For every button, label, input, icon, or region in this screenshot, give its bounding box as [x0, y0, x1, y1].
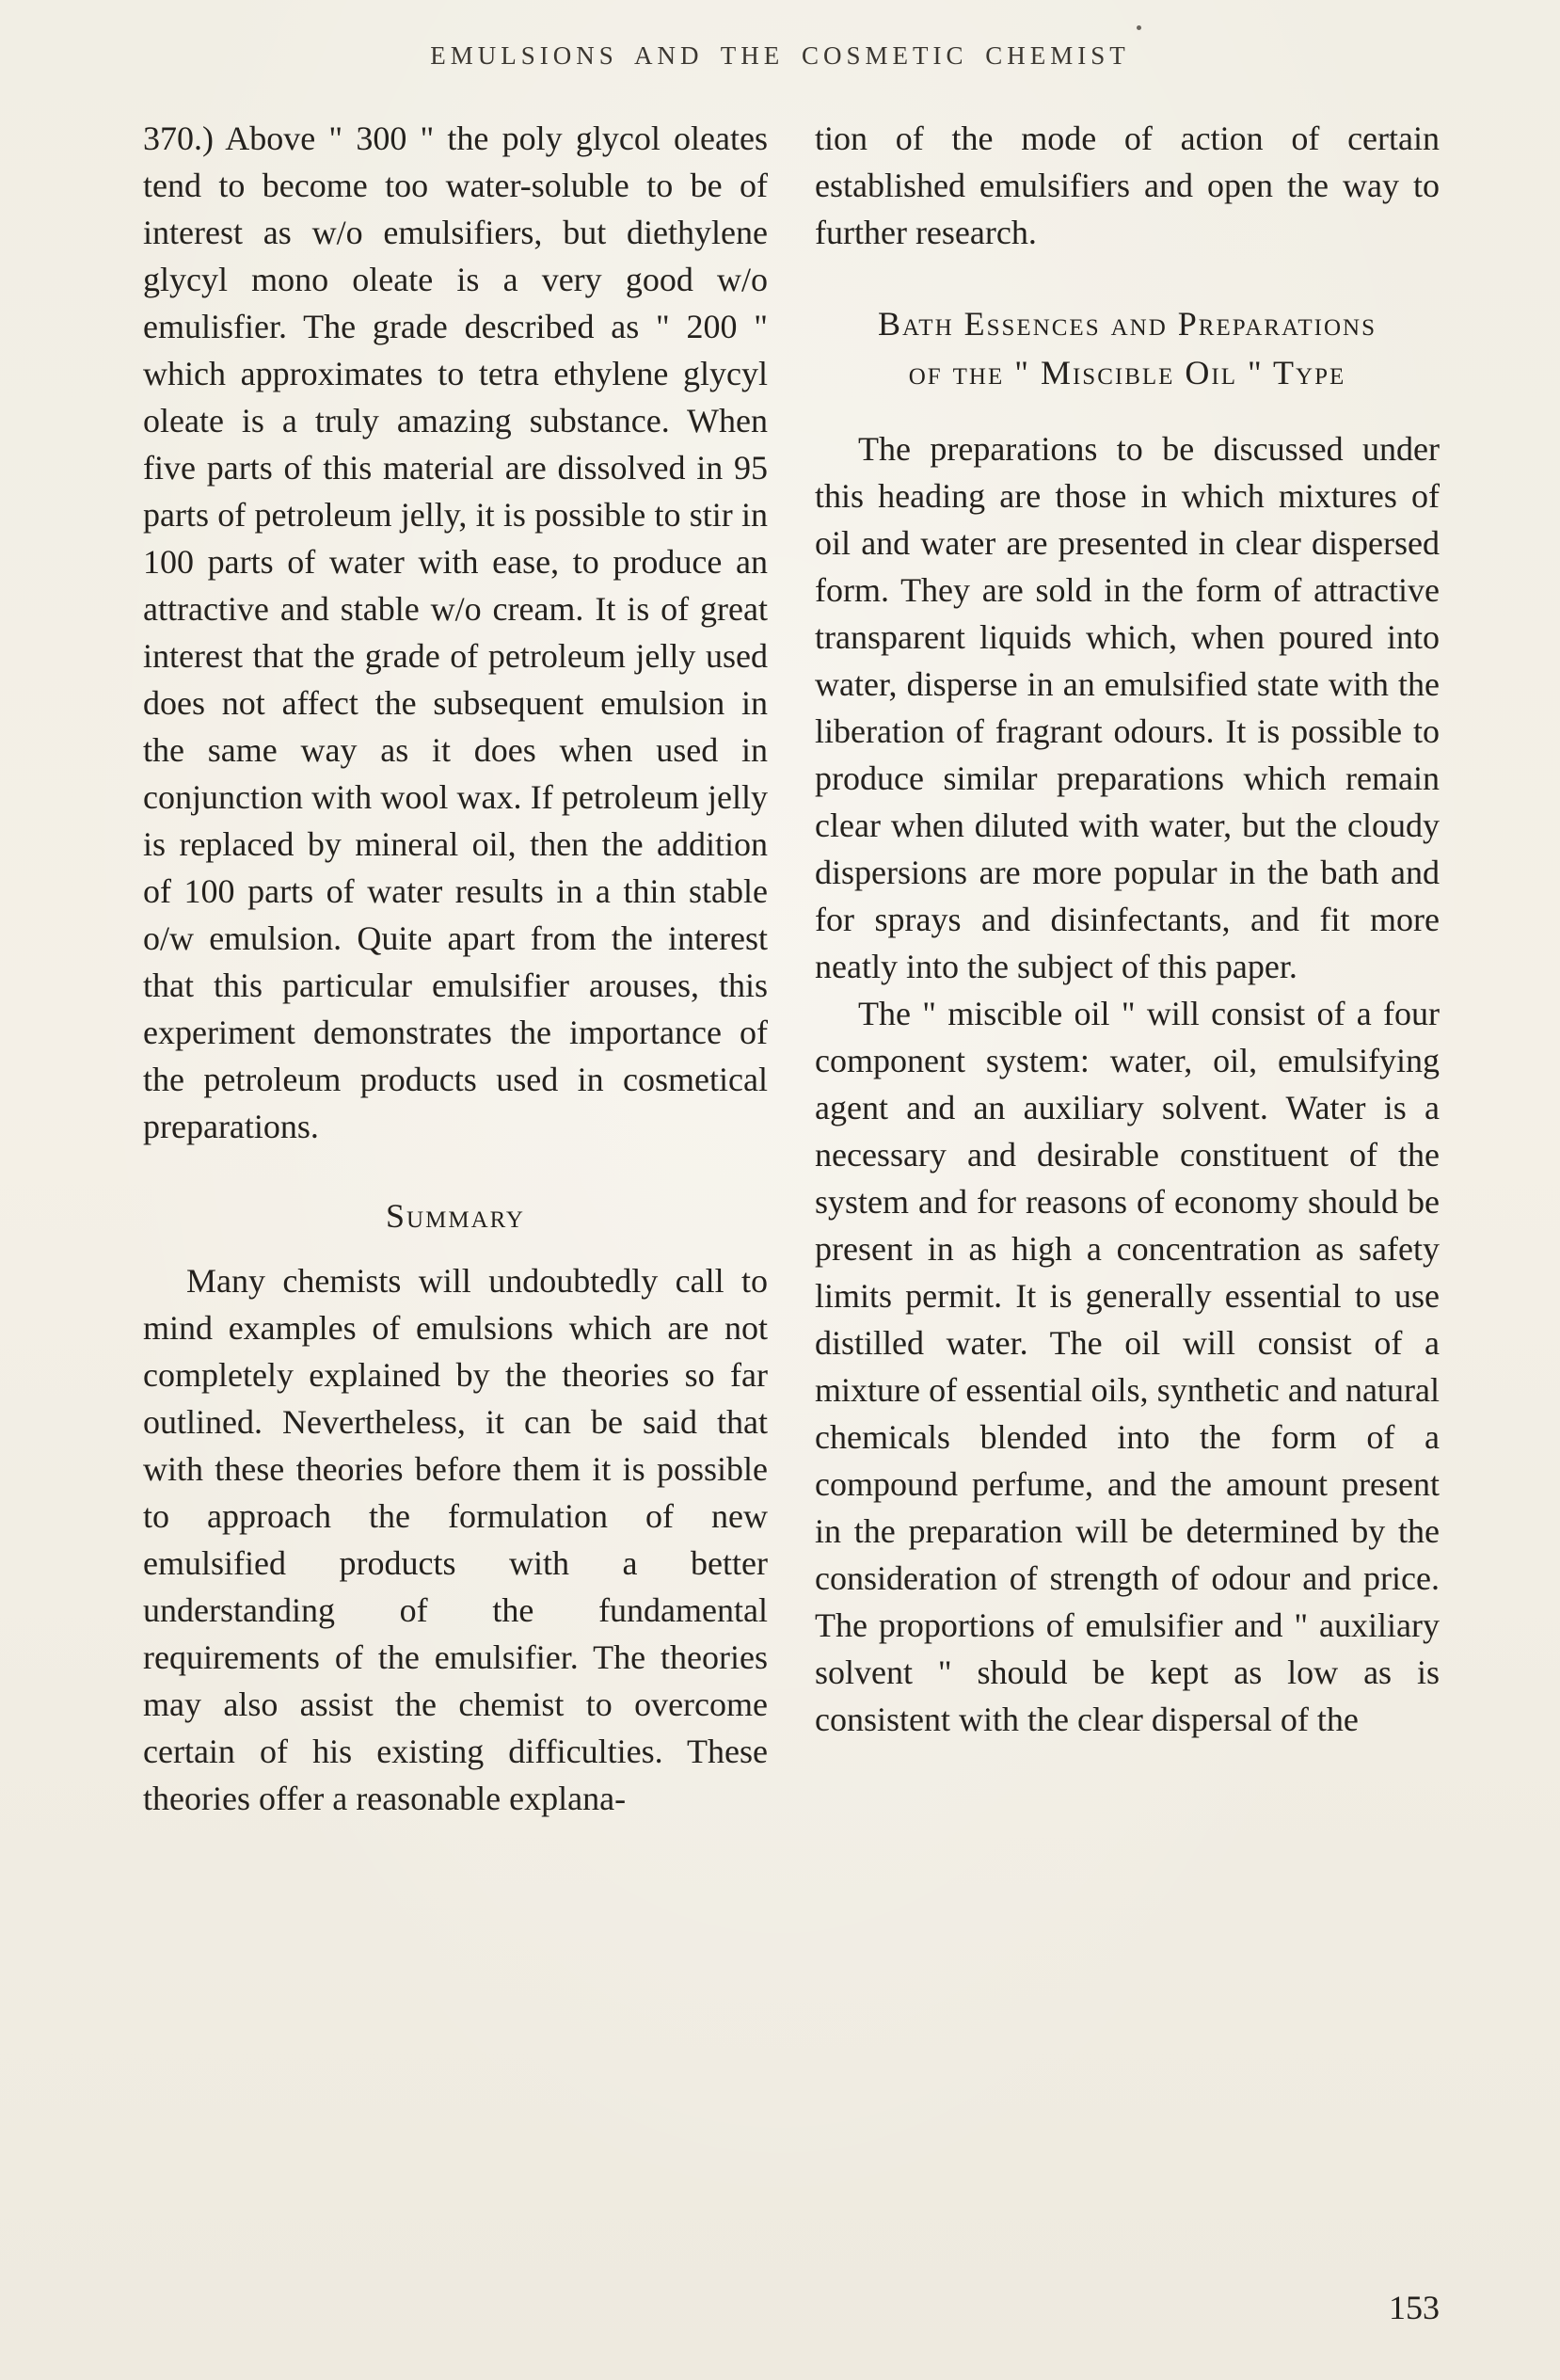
paragraph-continued-from-left-column: tion of the mode of action of certain established emulsifiers and open the way to further research. — [815, 120, 1440, 251]
page-number: 153 — [1389, 2289, 1440, 2326]
bath-essences-heading — [815, 299, 1440, 397]
running-head: EMULSIONS AND THE COSMETIC CHEMIST — [430, 41, 1130, 70]
page-body — [143, 115, 1440, 1822]
summary-paragraph: Many chemists will undoubtedly call to mind examples of emulsions which are not completely explained by the theories so far outlined. Nevertheless, it can be said that with these theories before them it is possible to approach the formulation of new emulsified products with a better understanding of the fundamental requirements of the emulsifier. The theories may also assist the chemist to overcome certain of his existing difficulties. These theories offer a reasonable explana- — [143, 1262, 768, 1817]
miscible-oil-paragraph: The " miscible oil " will consist of a four component system: water, oil, emulsifying agent and an auxiliary solvent. Water is a necessary and desirable constituent of the system and for reasons of economy should be present in as high a concentration as safety limits permit. It is generally essential to use distilled water. The oil will consist of a mixture of essential oils, synthetic and natural chemicals blended into the form of a compound perfume, and the amount present in the preparation will be determined by the consideration of strength of odour and price. The proportions of emulsifier and " auxiliary solvent " should be kept as low as is consistent with the clear dispersal of the — [815, 995, 1440, 1738]
left-column — [143, 115, 768, 1822]
bath-essences-heading-line1: Bath Essences and Preparations — [878, 305, 1377, 343]
scan-speck — [1137, 25, 1141, 30]
summary-heading: Summary — [386, 1197, 525, 1235]
preparations-paragraph: The preparations to be discussed under this heading are those in which mixtures of oil and water are presented in clear dispersed form. They are sold in the form of attractive transparent liquids which, when poured into water, disperse in an emulsified state with the liberation of fragrant odours. It is possible to produce similar preparations which remain clear when diluted with water, but the cloudy dispersions are more popular in the bath and for sprays and disinfectants, and fit more neatly into the subject of this paper. — [815, 430, 1440, 985]
bath-essences-heading-line2: of the " Miscible Oil " Type — [908, 354, 1346, 391]
right-column — [815, 115, 1440, 1822]
paragraph-continued-from-previous-page: 370.) Above " 300 " the poly glycol oleates tend to become too water-soluble to be of interest as w/o emulsifiers, but diethylene glycyl mono oleate is a very good w/o emulisfier. The grade described as " 200 " which approximates to tetra ethylene glycyl oleate is a truly amazing substance. When five parts of this material are dissolved in 95 parts of petroleum jelly, it is possible to stir in 100 parts of water with ease, to produce an attractive and stable w/o cream. It is of great interest that the grade of petroleum jelly used does not affect the subsequent emulsion in the same way as it does when used in conjunction with wool wax. If petroleum jelly is replaced by mineral oil, then the addition of 100 parts of water results in a thin stable o/w emulsion. Quite apart from the interest that this particular emulsifier arouses, this experiment demonstrates the importance of the petroleum products used in cosmetical preparations. — [143, 120, 768, 1145]
